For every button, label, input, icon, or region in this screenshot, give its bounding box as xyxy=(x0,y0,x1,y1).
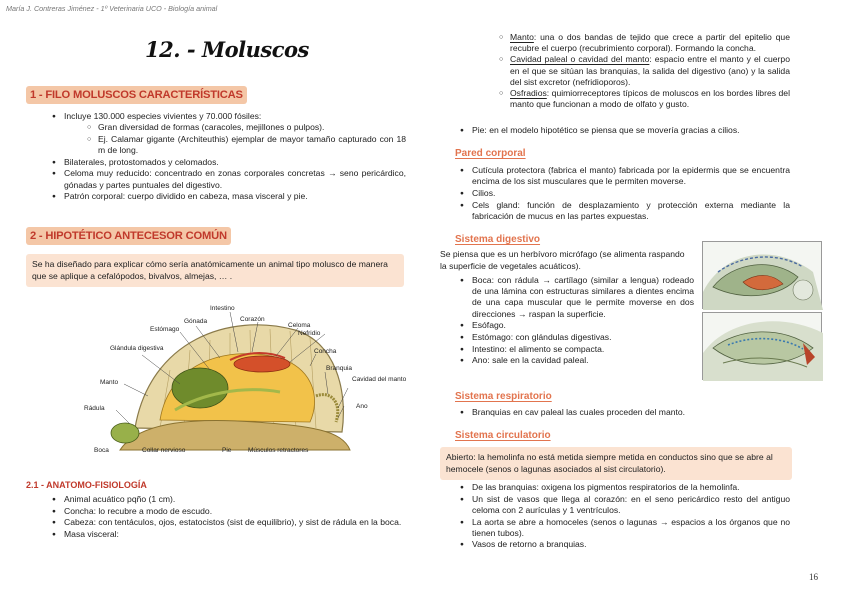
radula-image-top xyxy=(702,241,822,309)
list-item: ● Cabeza: con tentáculos, ojos, estatocistos (sist de equilibrio), y sist de rádula en la boca. xyxy=(50,517,406,528)
digestivo-heading: Sistema digestivo xyxy=(455,234,541,245)
list-item: ● Bilaterales, protostomados y celomados. xyxy=(50,157,406,168)
list-item: ● De las branquias: oxigena los pigmentos respiratorios de la hemolinfa. xyxy=(458,482,790,493)
pie-list xyxy=(458,125,790,137)
label-concha: Concha xyxy=(314,348,337,355)
sub-list-item: ○ Osfradios: quimiorreceptores típicos de moluscos en los bordes libres del manto que funcionan a modo de olfato y gusto. xyxy=(498,88,790,110)
page-number: 16 xyxy=(809,572,818,582)
label-radula: Rádula xyxy=(84,405,105,412)
section-2-1-list xyxy=(50,494,406,541)
section-2-heading: 2 - HIPOTÉTICO ANTECESOR COMÚN xyxy=(26,227,231,245)
label-pie: Pie xyxy=(222,447,232,454)
list-item: ● Cutícula protectora (fabrica el manto) fabricada por la epidermis que se encuentra encima de los sist musculares que le permiten moverse. xyxy=(458,165,790,187)
label-manto: Manto xyxy=(100,379,119,386)
sub-list-item: ○ Gran diversidad de formas (caracoles, mejillones o pulpos). xyxy=(86,122,406,133)
list-item: ● Cilios. xyxy=(458,188,790,199)
sub-list-item: ○ Cavidad paleal o cavidad del manto: espacio entre el manto y el cuerpo en el que se sitúan las branquias, la salida del digestivo (ano) y la salida del sist excretor (nefridioporos). xyxy=(498,54,790,88)
list-item: ● Esófago. xyxy=(458,320,694,331)
section-2-1-heading: 2.1 - ANATOMO-FISIOLOGÍA xyxy=(26,480,147,490)
list-item: ● Animal acuático pqño (1 cm). xyxy=(50,494,406,505)
label-glandula: Glándula digestiva xyxy=(110,345,164,352)
list-item: ● Celoma muy reducido: concentrado en zonas corporales concretas → seno pericárdico, gónadas y partes puntuales del digestivo. xyxy=(50,168,406,190)
sub-list xyxy=(64,122,406,156)
label-ano: Ano xyxy=(356,403,368,410)
visceral-sub-list xyxy=(498,32,790,110)
list-item: ● Un sist de vasos que llega al corazón: en el seno pericárdico resto del antiguo celoma con 2 aurículas y 1 ventrículos. xyxy=(458,494,790,516)
list-item: ● Estómago: con glándulas digestivas. xyxy=(458,332,694,343)
radula-image-bottom xyxy=(702,312,822,380)
respiratorio-heading: Sistema respiratorio xyxy=(455,391,552,402)
circulatorio-box: Abierto: la hemolinfa no está metida siempre metida en conductos sino que se abre al hemocele (senos o lagunas asociados al sist circulatorio). xyxy=(440,447,792,480)
label-branquia: Branquia xyxy=(326,365,353,372)
sub-list-item: ○ Manto: una o dos bandas de tejido que crece a partir del epitelio que recubre el cuerpo (recubrimiento corporal). Formando la concha. xyxy=(498,32,790,54)
pared-heading: Pared corporal xyxy=(455,148,526,159)
list-item: ● Patrón corporal: cuerpo dividido en cabeza, masa visceral y pie. xyxy=(50,191,406,202)
list-item: ● Cels gland: función de desplazamiento y protección externa mediante la fabricación de mucus en las partes expuestas. xyxy=(458,200,790,222)
digestivo-intro: Se piensa que es un herbívoro micrófago (se alimenta raspando la superficie de vegetales acuáticos). xyxy=(440,249,685,271)
list-item: ● Intestino: el alimento se compacta. xyxy=(458,344,694,355)
list-item: ● Pie: en el modelo hipotético se piensa que se movería gracias a cilios. xyxy=(458,125,790,136)
mollusc-diagram xyxy=(80,300,407,460)
list-item: ● Masa visceral: xyxy=(50,529,406,540)
digestive-gland xyxy=(172,368,228,408)
page-header: María J. Contreras Jiménez - 1º Veterinaria UCO - Biología animal xyxy=(6,4,218,13)
section-2-box: Se ha diseñado para explicar cómo sería anatómicamente un animal tipo molusco de manera que se aplique a cefalópodos, bivalvos, almejas, … . xyxy=(26,254,404,287)
circulatorio-list xyxy=(458,482,790,551)
list-item: ● Incluye 130.000 especies vivientes y 70.000 fósiles: ○ Gran diversidad de formas (caracoles, mejillones o pulpos). ○ Ej. Calamar gigante (Architeuthis) ejemplar de mayor tamaño capturado con 18 m de long. xyxy=(50,111,406,156)
list-item: ● Ano: sale en la cavidad paleal. xyxy=(458,355,694,366)
list-item: ● Branquias en cav paleal las cuales proceden del manto. xyxy=(458,407,790,418)
label-nefridio: Nefridio xyxy=(298,330,321,337)
label-cavidad: Cavidad del manto xyxy=(352,376,407,383)
label-estomago: Estómago xyxy=(150,326,180,333)
label-gonada: Gónada xyxy=(184,318,208,325)
list-item: ● La aorta se abre a homoceles (senos o lagunas → espacios a los órganos que no tienen tubos). xyxy=(458,517,790,539)
label-celoma: Celoma xyxy=(288,322,311,329)
circulatorio-heading: Sistema circulatorio xyxy=(455,430,551,441)
label-corazon: Corazón xyxy=(240,316,265,323)
list-item: ● Boca: con rádula → cartílago (similar a lengua) rodeado de una lámina con estructuras similares a dientes encima de una capa muscular que le permite moverse en dos direcciones → raspan la superficie. xyxy=(458,275,694,320)
section-1-list xyxy=(50,111,406,203)
label-musculos: Músculos retractores xyxy=(248,447,309,454)
respiratorio-list xyxy=(458,407,790,419)
list-item: ● Vasos de retorno a branquias. xyxy=(458,539,790,550)
sub-list-item: ○ Ej. Calamar gigante (Architeuthis) ejemplar de mayor tamaño capturado con 18 m de long. xyxy=(86,134,406,156)
page-title: 12. - Moluscos xyxy=(145,37,309,62)
label-collar: Collar nervioso xyxy=(142,447,186,454)
digestivo-list xyxy=(458,275,694,367)
section-1-heading: 1 - FILO MOLUSCOS CARACTERÍSTICAS xyxy=(26,86,247,104)
list-item: ● Concha: lo recubre a modo de escudo. xyxy=(50,506,406,517)
pared-list xyxy=(458,165,790,222)
label-intestino: Intestino xyxy=(210,305,235,312)
label-boca: Boca xyxy=(94,447,109,454)
gonad-shape xyxy=(234,356,290,372)
